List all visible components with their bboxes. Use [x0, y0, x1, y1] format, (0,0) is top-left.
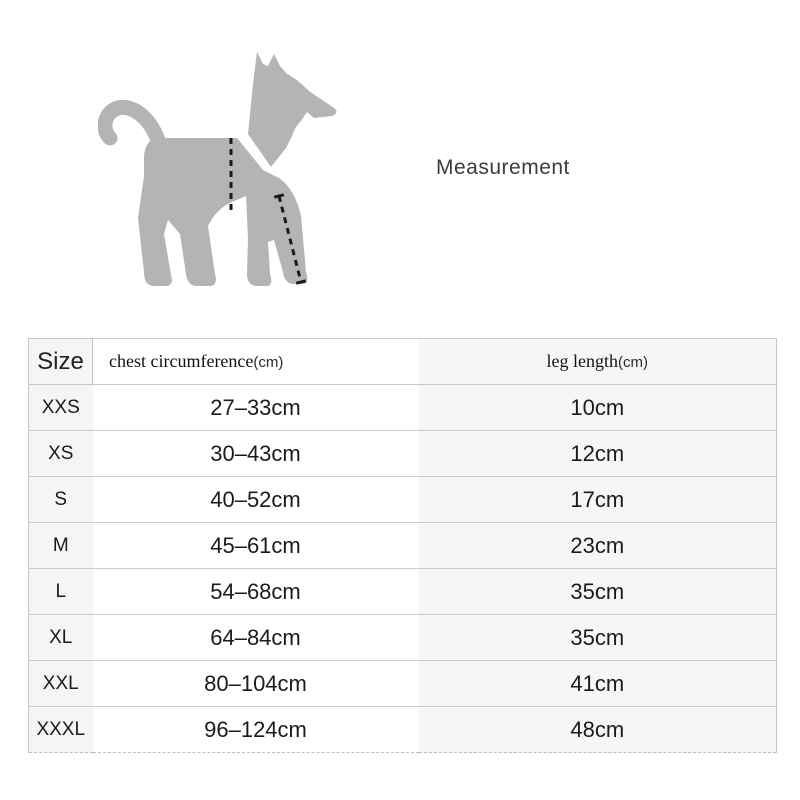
chest-header-label: chest circumference — [109, 351, 254, 371]
leg-header-unit: (cm) — [617, 354, 648, 371]
size-chart-header — [29, 339, 777, 385]
size-chart-table — [28, 338, 777, 753]
dog-silhouette-icon — [98, 48, 348, 293]
size-table-row — [29, 707, 777, 753]
size-table-row — [29, 569, 777, 615]
chest-circumference-cell: 45–61cm — [93, 523, 419, 569]
size-table-row — [29, 523, 777, 569]
size-cell: XL — [29, 615, 93, 661]
dog-tail — [105, 107, 158, 140]
size-table-body — [29, 385, 777, 753]
column-header-leg-length — [419, 339, 777, 385]
leg-length-cell: 41cm — [419, 661, 777, 707]
dog-head — [248, 52, 336, 167]
size-cell: XS — [29, 431, 93, 477]
leg-length-cell: 12cm — [419, 431, 777, 477]
leg-length-cell: 17cm — [419, 477, 777, 523]
chest-circumference-cell: 30–43cm — [93, 431, 419, 477]
leg-header-label: leg length — [546, 351, 618, 371]
chest-header-unit: (cm) — [253, 354, 284, 371]
size-cell: XXL — [29, 661, 93, 707]
column-header-size: Size — [29, 339, 93, 385]
size-cell: M — [29, 523, 93, 569]
size-cell: S — [29, 477, 93, 523]
chest-circumference-cell: 54–68cm — [93, 569, 419, 615]
column-header-chest-circumference — [93, 339, 419, 385]
leg-length-cell: 48cm — [419, 707, 777, 753]
leg-length-cell: 23cm — [419, 523, 777, 569]
chest-circumference-cell: 27–33cm — [93, 385, 419, 431]
size-table-row — [29, 385, 777, 431]
size-table-row — [29, 477, 777, 523]
size-cell: XXXL — [29, 707, 93, 753]
leg-length-cell: 35cm — [419, 615, 777, 661]
size-table-row — [29, 661, 777, 707]
measurement-label: Measurement — [436, 156, 570, 179]
size-cell: XXS — [29, 385, 93, 431]
chest-circumference-cell: 40–52cm — [93, 477, 419, 523]
size-table-row — [29, 431, 777, 477]
chest-circumference-cell: 64–84cm — [93, 615, 419, 661]
chest-circumference-cell: 96–124cm — [204, 716, 307, 742]
chest-circumference-cell: 80–104cm — [93, 661, 419, 707]
size-table-row — [29, 615, 777, 661]
leg-length-cell: 10cm — [419, 385, 777, 431]
measurement-illustration — [0, 0, 800, 330]
leg-length-cell: 35cm — [419, 569, 777, 615]
size-cell: L — [29, 569, 93, 615]
